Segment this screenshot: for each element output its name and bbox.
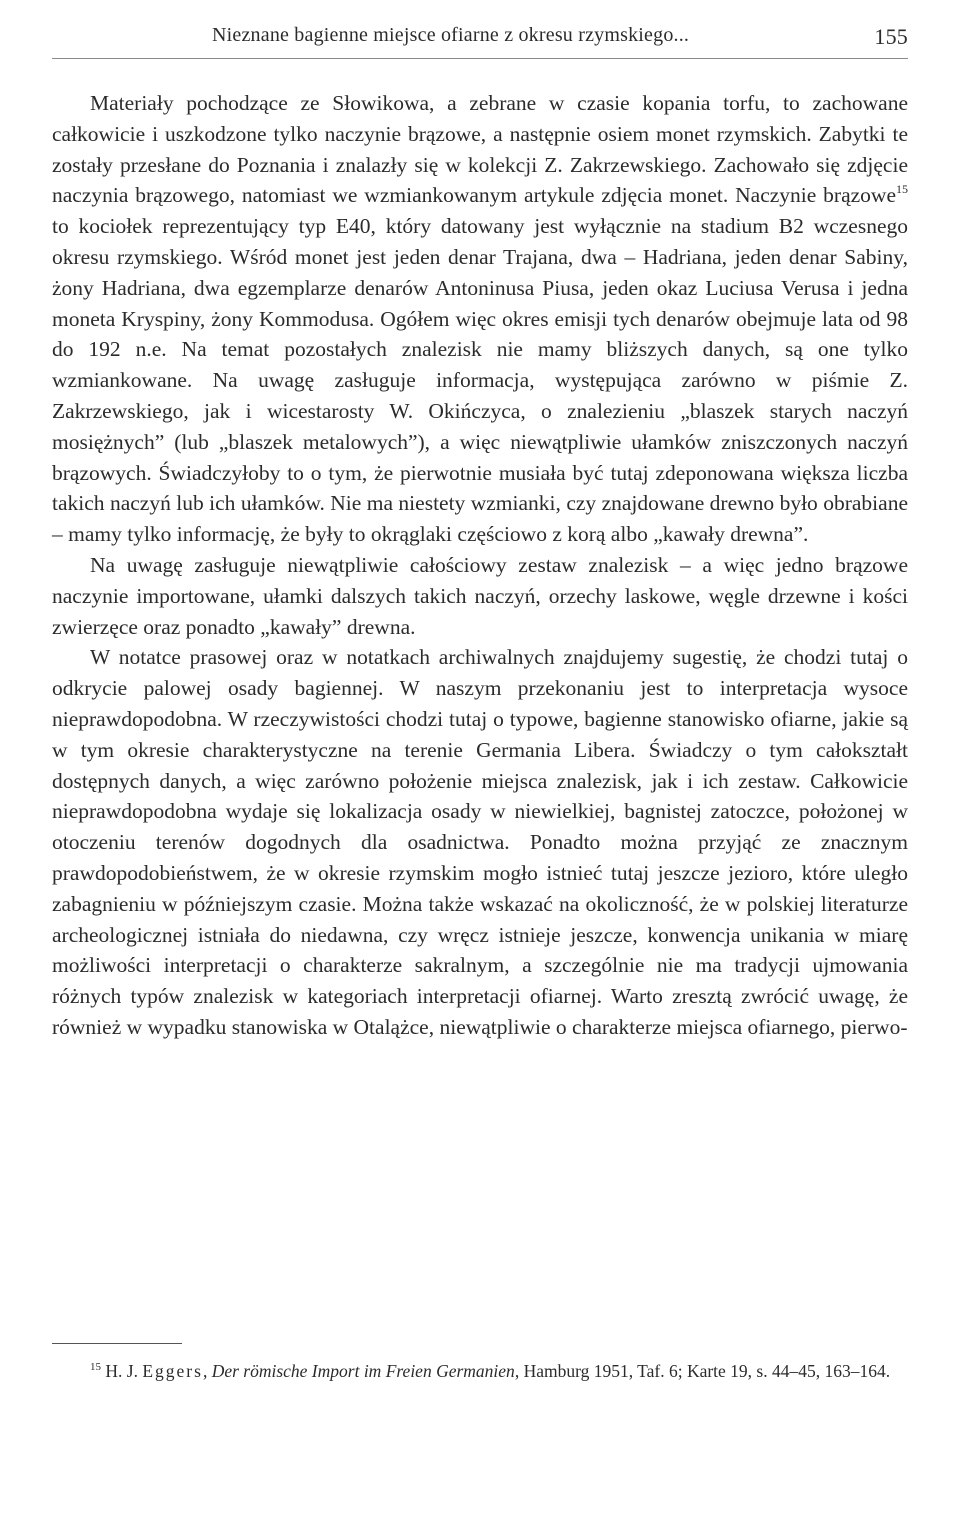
footnote-reference: 15	[896, 182, 908, 197]
footnote-number: 15	[90, 1361, 101, 1373]
footnotes	[52, 1343, 908, 1384]
footnote-rest: , Hamburg 1951, Taf. 6; Karte 19, s. 44–45, 163–164.	[514, 1361, 891, 1381]
footnote-author: Eggers	[142, 1361, 203, 1381]
footnote-rule	[52, 1343, 182, 1344]
paragraph-1-text-b: to kociołek reprezentujący typ E40, który datowany jest wyłącznie na stadium B2 wczesnego okresu rzymskiego. Wśród monet jest jeden denar Trajana, dwa – Hadriana, jeden denar Sabiny, żony Hadriana, dwa egzemplarze denarów Antoninusa Piusa, jeden okaz Luciusa Verusa i jedna moneta Kryspiny, żony Kommodusa. Ogółem więc okres emisji tych denarów obejmuje lata od 98 do 192 n.e. Na temat pozostałych znalezisk nie mamy bliższych danych, są one tylko wzmiankowane. Na uwagę zasługuje informacja, występująca zarówno w piśmie Z. Zakrzewskiego, jak i wicestarosty W. Okińczyca, o znalezieniu „blaszek starych naczyń mosiężnych” (lub „blaszek metalowych”), a więc niewątpliwie ułamków zniszczonych naczyń brązowych. Świadczyłoby to o tym, że pierwotnie musiała być tutaj zdeponowana większa liczba takich naczyń lub ich ułamków. Nie ma niestety wzmianki, czy znajdowane drewno było obrabiane – mamy tylko informację, że były to okrąglaki częściowo z korą albo „kawały drewna”.	[52, 214, 908, 547]
body-text	[52, 88, 908, 1043]
footnote-initials: H. J.	[105, 1361, 143, 1381]
paragraph-3: W notatce prasowej oraz w notatkach archiwalnych znajdujemy sugestię, że chodzi tutaj o odkrycie palowej osady bagiennej. W naszym przekonaniu jest to interpretacja wysoce nieprawdopodobna. W rzeczywistości chodzi tutaj o typowe, bagienne stanowisko ofiarne, jakie są w tym okresie charakterystyczne na terenie Germania Libera. Świadczy o tym całokształt dostępnych danych, a więc zarówno położenie miejsca znalezisk, jak i ich zestaw. Całkowicie nieprawdopodobna wydaje się lokalizacja osady w niewielkiej, bagnistej zatoczce, położonej w otoczeniu terenów dogodnych dla osadnictwa. Ponadto można przyjąć ze znacznym prawdopodobieństwem, że w okresie rzymskim mogło istnieć tutaj jeszcze jezioro, które uległo zabagnieniu w późniejszym czasie. Można także wskazać na okoliczność, że w polskiej literaturze archeologicznej istniała do niedawna, czy wręcz istnieje jeszcze, konwencja unikania w miarę możliwości interpretacji o charakterze sakralnym, a szczególnie nie ma tradycji ujmowania różnych typów znalezisk w kategoriach interpretacji ofiarnej. Warto zresztą zwrócić uwagę, że również w wypadku stanowiska w Otalążce, niewątpliwie o charakterze miejsca ofiarnego, pierwo-	[52, 645, 908, 1039]
running-title: Nieznane bagienne miejsce ofiarne z okresu rzymskiego...	[212, 24, 690, 46]
paragraph-2: Na uwagę zasługuje niewątpliwie całościowy zestaw znalezisk – a więc jedno brązowe naczynie importowane, ułamki dalszych takich naczyń, orzechy laskowe, węgle drzewne i kości zwierzęce oraz ponadto „kawały” drewna.	[52, 552, 908, 639]
paragraph-1	[52, 88, 908, 550]
paragraph-1-text-a: Materiały pochodzące ze Słowikowa, a zebrane w czasie kopania torfu, to zachowane całkowicie i uszkodzone tylko naczynie brązowe, a następnie osiem monet rzymskich. Zabytki te zostały przesłane do Poznania i znalazły się w kolekcji Z. Zakrzewskiego. Zachowało się zdjęcie naczynia brązowego, natomiast we wzmiankowanym artykule zdjęcia monet. Naczynie brązowe	[52, 91, 908, 208]
footnote-title: Der römische Import im Freien Germanien	[211, 1361, 515, 1381]
header-rule	[52, 58, 908, 59]
page-number: 155	[874, 24, 908, 49]
footnote-separator: ,	[202, 1361, 212, 1381]
footnote-15	[52, 1358, 908, 1384]
